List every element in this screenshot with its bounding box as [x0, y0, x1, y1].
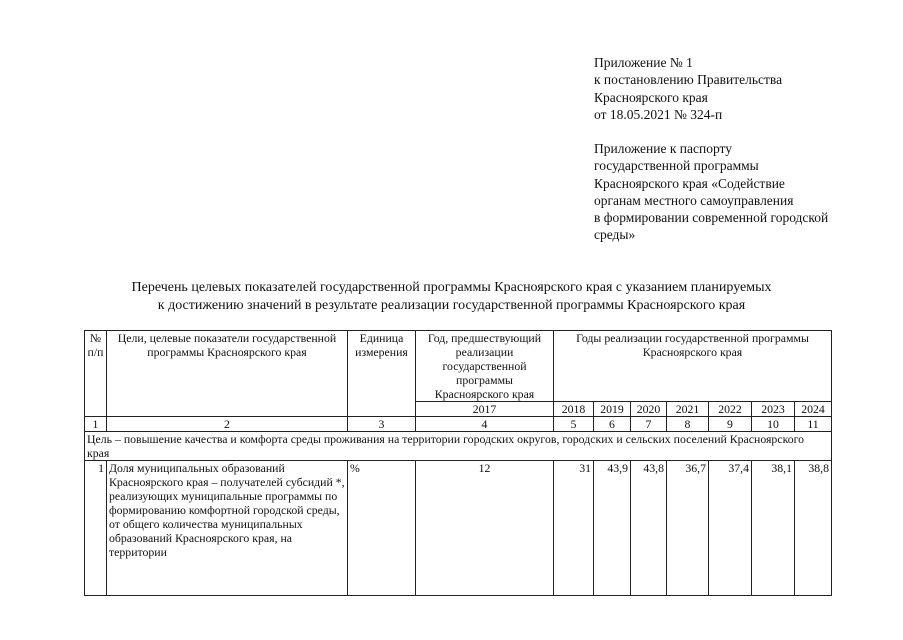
header-years-group: Годы реализации государственной программы Красноярского края — [554, 331, 832, 402]
row-year-value: 38,8 — [795, 461, 832, 596]
annex-main-line: Приложение № 1 — [594, 55, 693, 70]
row-year-value: 36,7 — [667, 461, 709, 596]
header-year: 2021 — [667, 402, 709, 417]
column-number: 3 — [348, 417, 416, 432]
header-goals: Цели, целевые показатели государственной программы Красноярского края — [107, 331, 348, 417]
annex-main-line: от 18.05.2021 № 324-п — [594, 106, 723, 122]
annex-main-line: к постановлению Правительства — [594, 72, 783, 88]
goal-row — [85, 432, 832, 461]
annex-main-header — [594, 54, 782, 123]
annex-passport-line: среды» — [594, 227, 636, 243]
document-title — [40, 279, 863, 314]
annex-passport-line: органам местного самоуправления — [594, 192, 794, 208]
row-indicator: Доля муниципальных образований Красноярского края – получателей субсидий *, реализующих муниципальные программы по формированию комфортной городской среды, от общего количества муниципальных образований Красноярского края, на территории — [107, 461, 348, 596]
row-year-value: 43,9 — [594, 461, 631, 596]
column-number: 8 — [667, 417, 709, 432]
header-unit: Единица измерения — [348, 331, 416, 417]
column-number: 10 — [752, 417, 795, 432]
row-year-value: 37,4 — [709, 461, 752, 596]
annex-passport-line: Приложение к паспорту — [594, 141, 732, 156]
header-year: 2024 — [795, 402, 832, 417]
header-prev-year: Год, предшествующий реализации государственной программы Красноярского края — [416, 331, 554, 402]
row-year-value: 43,8 — [631, 461, 667, 596]
header-num: № п/п — [85, 331, 107, 417]
header-row — [85, 331, 832, 402]
column-number: 2 — [107, 417, 348, 432]
header-year: 2022 — [709, 402, 752, 417]
title-line-2: к достижению значений в результате реализации государственной программы Красноярского края — [157, 297, 746, 313]
header-prev-year-value: 2017 — [416, 402, 554, 417]
row-unit: % — [348, 461, 416, 596]
annex-passport-line: государственной программы — [594, 158, 759, 174]
annex-passport-line: в формировании современной городской — [594, 210, 829, 226]
row-prev-value: 12 — [416, 461, 554, 596]
annex-main-line: Красноярского края — [594, 89, 708, 105]
indicators-table — [84, 330, 832, 596]
table-row — [85, 461, 832, 596]
row-year-value: 38,1 — [752, 461, 795, 596]
header-year: 2023 — [752, 402, 795, 417]
column-number: 6 — [594, 417, 631, 432]
column-number-row — [85, 417, 832, 432]
column-number: 5 — [554, 417, 594, 432]
column-number: 7 — [631, 417, 667, 432]
goal-text: Цель – повышение качества и комфорта среды проживания на территории городских округов, городских и сельских поселений Красноярского края — [85, 432, 832, 461]
row-year-value: 31 — [554, 461, 594, 596]
column-number: 11 — [795, 417, 832, 432]
column-number: 4 — [416, 417, 554, 432]
annex-passport-header — [594, 140, 828, 244]
header-year: 2018 — [554, 402, 594, 417]
row-num: 1 — [85, 461, 107, 596]
header-year: 2020 — [631, 402, 667, 417]
title-line-1: Перечень целевых показателей государственной программы Красноярского края с указанием планируемых — [131, 280, 772, 295]
annex-passport-line: Красноярского края «Содействие — [594, 175, 785, 191]
header-year: 2019 — [594, 402, 631, 417]
column-number: 1 — [85, 417, 107, 432]
column-number: 9 — [709, 417, 752, 432]
